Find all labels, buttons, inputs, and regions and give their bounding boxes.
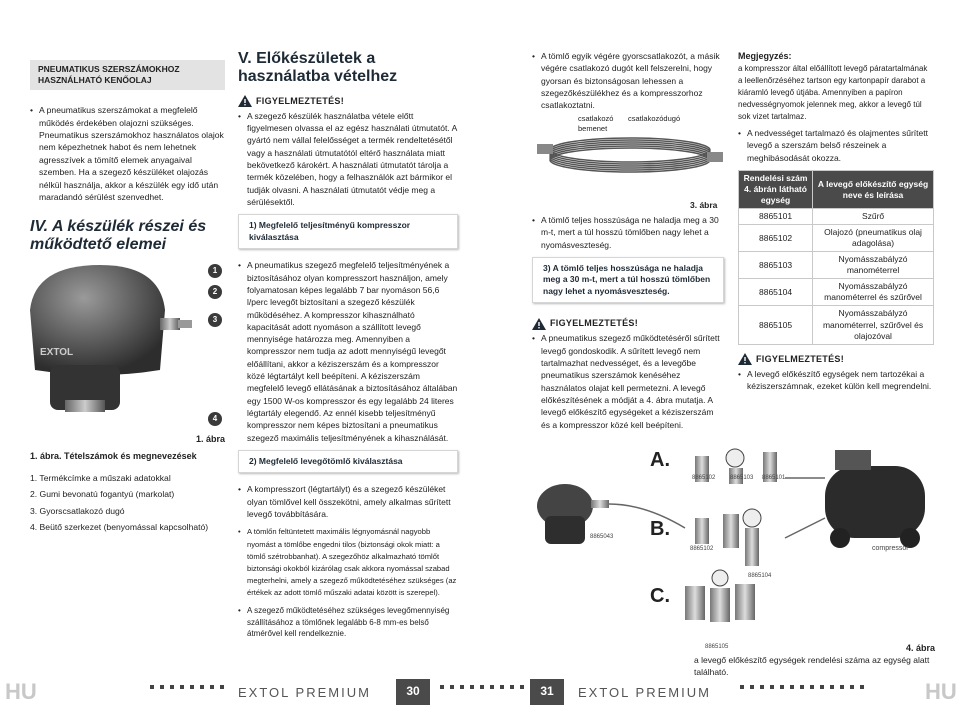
left-column [30,60,225,255]
note-text: a kompresszor által előállított levegő páratartalmának a leellenőrzéséhez tartson egy kartonpapír darabot a kiáramló levegő útjába. Amennyiben a papíron nedvességnyomok jelennek meg, akkor a levegő túl sok vizet tartalmaz. [738,64,928,122]
fig4-label-a1: 8865102 [692,475,716,481]
table-cell: 8865105 [739,306,813,344]
fig4-label-a2: 8865103 [730,475,754,481]
fig4-label-b2: 8865104 [748,573,772,579]
svg-text:EXTOL: EXTOL [40,347,74,358]
hose-bullet-1: • A kompresszort (légtartályt) és a szegező készüléket olyan tömlővel kell összekötni, amely alkalmas sűrített levegő továbbítására. [238,483,458,520]
callout-1: 1 [208,264,222,278]
box-hose-length: 3) A tömlő teljes hosszúsága ne haladja meg a 30 m-t, mert a túl hosszú tömlőben nagy lehet a nyomásveszteség. [532,257,724,303]
callout-2: 2 [208,285,222,299]
table-cell: 8865103 [739,252,813,279]
quick-coupler-bullet: • A tömlő egyik végére gyorscsatlakozót, a másik végére csatlakozó dugót kell felszerelni, hogy gyorsan és biztonságosan lehessen a szegezőkészülékhez és a kompresszorhoz csatlakoztatni. [532,50,724,112]
warning-heading-3 [738,353,934,366]
right-column-b [738,50,934,398]
figure4-letter-b: B. [650,518,670,540]
warning-label-2: FIGYELMEZTETÉS! [550,318,639,329]
right-column-a-lower [532,214,724,437]
warning-heading-2 [532,317,724,330]
part-item-2: 2. Gumi bevonatú fogantyú (markolat) [30,489,175,500]
footer-lang-right: HU [925,679,957,704]
warning-label-1: FIGYELMEZTETÉS! [256,95,345,106]
callout-4: 4 [208,412,222,426]
figure4-letter-a: A. [650,449,670,471]
fig3-socket-label: csatlakozó bemenet [578,114,628,134]
warning-icon [738,353,752,365]
page-number-right: 31 [530,679,564,705]
footer-brand-right: EXTOL PREMIUM [578,685,711,700]
table-row [739,209,934,225]
table-cell: 8865102 [739,225,813,252]
warning-bullet-2: • A pneumatikus szegező működtetéséről sűrített levegő gondoskodik. A sűrített levegő nem tartalmazhat nedvességet, és a levegőbe pneumatikus szerszámok kenéséhez használatos olajat kell permetezni. A levegő előkészítésének a módját a 4. ábra mutatja. A levegő előkészítő egységeket a kéziszerszám és a kompresszor közé kell beépíteni. [532,332,724,431]
box-compressor-selection: 1) Megfelelő teljesítményű kompresszor kiválasztása [238,214,458,249]
part-item-3: 3. Gyorscsatlakozó dugó [30,505,125,516]
table-row [739,279,934,306]
section-v-title: V. Előkészületek a használatba vételhez [238,50,398,86]
air-prep-table [738,170,934,345]
table-cell: Nyomásszabályzó manométerrel [813,252,934,279]
callout-3: 3 [208,313,222,327]
fig3-plug-label: csatlakozódugó [628,114,681,123]
table-header-unit-name: A levegő előkészítő egység neve és leírása [813,170,934,208]
note-title: Megjegyzés: [738,51,792,61]
lubricant-bullet: • A pneumatikus szerszámokat a megfelelő működés érdekében olajozni szükséges. Pneumatikus szerszámokhoz használatos olajok nem képezhetnek habot és nem lehetnek agresszívek a tömítő elemek anyagaival szemben. Ha a szegező készüléket olajozás nélkül használja, akkor a készülék egy idő után maradandó sérülést szenvedhet. [30,104,225,204]
middle-column [238,50,458,646]
warning-bullet-1: • A szegező készülék használatba vétele előtt figyelmesen olvassa el az egész használati útmutatót. A gyártó nem vállal felelősséget a termék rendeltetésétől vagy a használati útmutatótól eltérő használata miatt bekövetkező károkért. A használati útmutatót tárolja a termék közelében, hogy a felhasználók azt bármikor el tudják olvasni. A használati útmutatót védje meg a sérülésektől. [238,110,458,209]
part-item-4: 4. Beütő szerkezet (benyomással kapcsolható) [30,521,209,532]
footer-dots-right [740,684,864,690]
lubricant-header-box: PNEUMATIKUS SZERSZÁMOKHOZ HASZNÁLHATÓ KENŐOLAJ [30,60,225,90]
fig4-label-nailer: 8865043 [590,534,614,540]
figure4-caption: a levegő előkészítő egységek rendelési száma az egység alatt található. [694,655,930,678]
table-cell: 8865101 [739,209,813,225]
note-bullet: • A nedvességet tartalmazó és olajmentes sűrített levegő a szerszám belső részeinek a meghibásodását okozza. [738,127,934,164]
figure1-caption: 1. ábra. Tételszámok és megnevezések [30,451,197,461]
figure4-letter-c: C. [650,585,670,607]
compressor-bullet: • A pneumatikus szegező megfelelő teljesítményének a biztosításához olyan kompresszort használjon, amely folyamatosan képes legalább 7 bar nyomáson 56,6 l/perc levegőt biztosítani a szegező készülék működéséhez. A kompresszor kihasználható kapacitását adott nyomáson a szállított levegő mennyisége határozza meg. Amennyiben a kompresszor nem tudja az adott mennyiségű levegőt előállítani, akkor a kéziszerszám és a kompresszor közé légtartályt kell beépíteni. A kéziszerszám megfelelő levegő ellátásának a biztosításához általában egy 1500 W-os kompresszor és egy legalább 24 literes légtartály elegendő. Az ennél kisebb teljesítményű kompresszor nem képes biztosítani a pneumatikus szegező maximális teljesítményének a kihasználását. [238,259,458,444]
part-item-1: 1. Termékcímke a műszaki adatokkal [30,473,171,483]
figure3-label: 3. ábra [690,200,718,210]
footer-dots-left [150,684,224,690]
table-cell: Nyomásszabályzó manométerrel, szűrővel és olajozóval [813,306,934,344]
table-row [739,306,934,344]
footer-brand-left: EXTOL PREMIUM [238,685,371,700]
table-row [739,252,934,279]
warning-bullet-3: • A levegő előkészítő egységek nem tartozékai a kéziszerszámnak, ezeket külön kell megrendelni. [738,368,934,393]
warning-icon [532,318,546,330]
warning-heading-1 [238,95,458,108]
page-number-left: 30 [396,679,430,705]
hose-length-bullet: • A tömlő teljes hosszúsága ne haladja meg a 30 m-t, mert a túl hosszú tömlőben nagy lehet a nyomásveszteség. [532,214,724,251]
table-cell: Nyomásszabályzó manométerrel és szűrővel [813,279,934,306]
fig4-label-c: 8865105 [705,644,729,650]
parts-list [30,470,225,535]
table-cell: Olajozó (pneumatikus olaj adagolása) [813,225,934,252]
warning-label-3: FIGYELMEZTETÉS! [756,353,845,364]
section-iv-title: IV. A készülék részei és működtető elemei [30,217,207,254]
box-hose-selection: 2) Megfelelő levegőtömlő kiválasztása [238,450,458,473]
fig4-label-compressor: compressor [872,545,909,552]
table-header-order-number: Rendelési szám 4. ábrán látható egység [739,170,813,208]
figure1-label: 1. ábra [196,434,226,444]
footer-lang-left: HU [5,679,37,704]
fig4-label-b1: 8865102 [690,546,714,552]
hose-bullet-2: • A tömlőn feltüntetett maximális légnyomásnál nagyobb nyomást a tömlőbe engedni tilos (biztonsági okok miatt: a tömlő szétrobbanhat). A szegezőhöz alkalmazható tömlőt biztonsági okokból kizárólag csak akkora nyomással szabad megterhelni, amely a szegező működtetéséhez szükséges (az értékek az adott tömlő műszaki adatai között is szerepel). [238,526,458,599]
figure4-label: 4. ábra [906,643,936,653]
warning-icon [238,95,252,107]
table-cell: Szűrő [813,209,934,225]
table-cell: 8865104 [739,279,813,306]
table-row [739,225,934,252]
hose-bullet-3: • A szegező működtetéséhez szükséges levegőmennyiség szállításához a tömlőnek legalább 6-8 mm-es belső átmérővel kell rendelkeznie. [238,605,458,640]
footer-dots-mid [440,684,544,690]
figure4-image [535,438,935,648]
fig4-label-a3: 8865101 [762,475,786,481]
figure1-nailer-image [20,250,200,440]
